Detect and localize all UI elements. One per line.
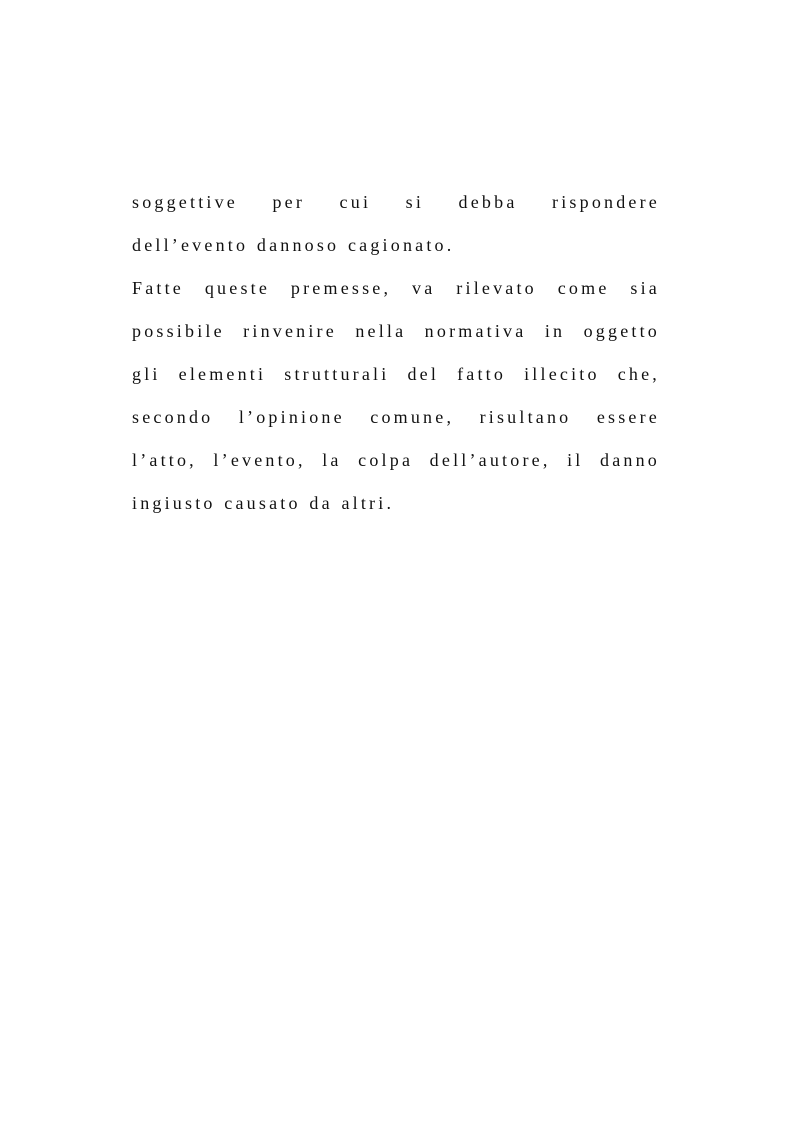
body-text xyxy=(132,181,660,525)
text-line: dell’evento dannoso cagionato. xyxy=(132,235,455,255)
text-line: secondo l’opinione comune, risultano essere xyxy=(132,407,660,427)
text-line: gli elementi strutturali del fatto illecito che, xyxy=(132,364,660,384)
text-line: soggettive per cui si debba rispondere xyxy=(132,192,660,212)
text-line: l’atto, l’evento, la colpa dell’autore, il danno xyxy=(132,450,660,470)
text-line: Fatte queste premesse, va rilevato come sia xyxy=(132,278,660,298)
text-line: possibile rinvenire nella normativa in oggetto xyxy=(132,321,660,341)
text-line: ingiusto causato da altri. xyxy=(132,493,395,513)
